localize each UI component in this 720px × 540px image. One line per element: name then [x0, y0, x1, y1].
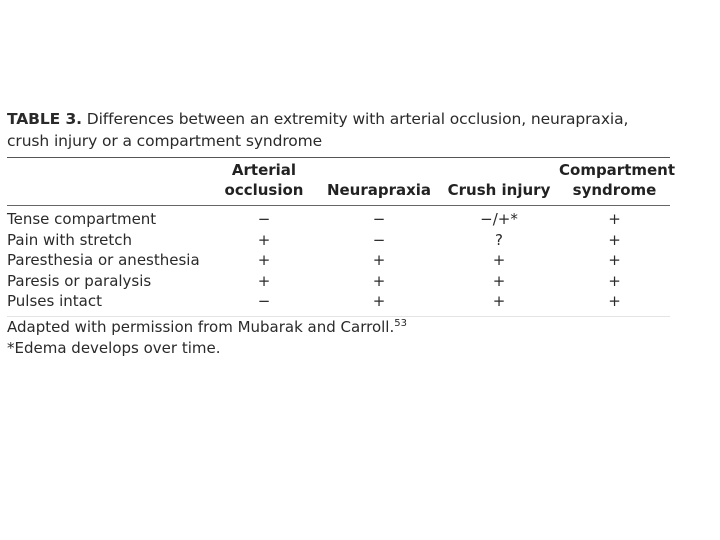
cell-value: −/+*	[480, 210, 518, 228]
cell-value: +	[372, 292, 386, 310]
cell-value: +	[608, 210, 621, 228]
edema-footnote: *Edema develops over time.	[7, 338, 221, 357]
row-label: Paresthesia or anesthesia	[7, 251, 200, 269]
cell-value: +	[608, 292, 621, 310]
source-reference: 53	[394, 317, 407, 329]
table-number: TABLE 3.	[7, 110, 82, 128]
cell-value: +	[492, 271, 506, 290]
row-label: Paresis or paralysis	[7, 271, 152, 290]
cell-value: −	[257, 292, 271, 310]
cell-value: +	[257, 271, 271, 290]
table-title: Differences between an extremity with arterial occlusion, neurapraxia, crush injury or a compartment syndrome	[7, 110, 629, 150]
table-row	[7, 250, 670, 271]
cell-value: −	[372, 230, 386, 249]
row-label: Pulses intact	[7, 292, 102, 310]
table-row	[7, 271, 670, 292]
cell-value: ?	[495, 230, 503, 249]
table-row	[7, 206, 670, 230]
cell-value: +	[492, 251, 506, 269]
document-table-figure	[7, 108, 676, 359]
header-row-label	[7, 158, 209, 206]
header-arterial-occlusion: Arterial occlusion	[224, 161, 304, 199]
cell-value: −	[257, 210, 271, 228]
cell-value: +	[608, 251, 621, 269]
cell-value: +	[257, 251, 271, 269]
header-row	[7, 158, 670, 206]
comparison-table	[7, 158, 676, 315]
header-neurapraxia: Neurapraxia	[326, 181, 432, 199]
cell-value: +	[372, 271, 386, 290]
header-compartment-syndrome: Compartment syndrome	[559, 161, 676, 199]
table-caption	[7, 108, 670, 152]
cell-value: +	[608, 230, 621, 249]
cell-value: −	[372, 210, 386, 228]
header-crush-injury: Crush injury	[447, 181, 551, 199]
row-label: Tense compartment	[7, 210, 157, 228]
table-row	[7, 291, 670, 315]
cell-value: +	[608, 271, 621, 290]
cell-value: +	[492, 292, 506, 310]
table-row	[7, 230, 670, 251]
row-label: Pain with stretch	[7, 230, 132, 249]
cell-value: +	[257, 230, 271, 249]
cell-value: +	[372, 251, 386, 269]
source-text: Adapted with permission from Mubarak and Carroll.	[7, 317, 395, 336]
source-footnote	[7, 317, 670, 338]
